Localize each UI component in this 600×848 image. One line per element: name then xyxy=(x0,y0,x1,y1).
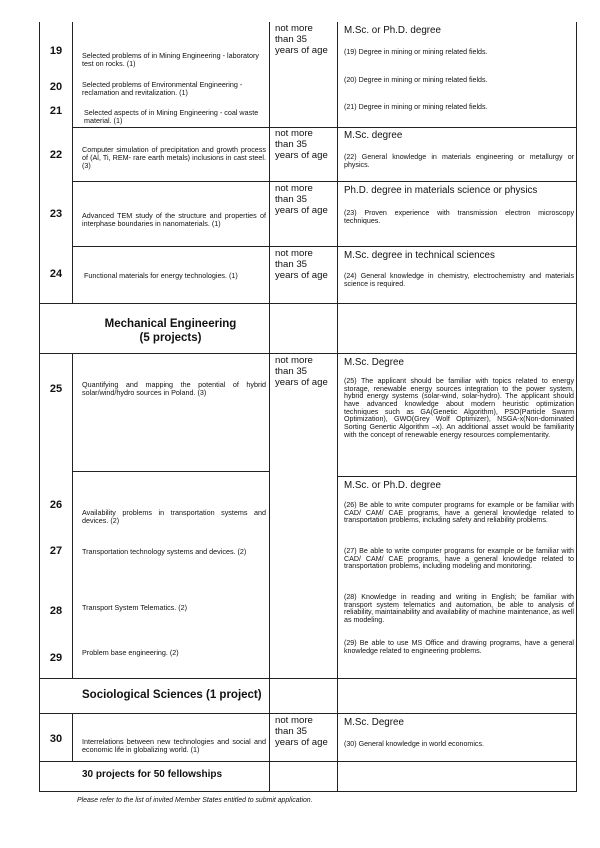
row-number: 24 xyxy=(49,268,63,280)
project-title: Availability problems in transportation systems and devices. (2) xyxy=(82,508,266,525)
qualification-description: (26) Be able to write computer programs for example or be familiar with CAD/ CAM/ CAE programs, have a general knowledge related to transportation problems, including safety and reliability problems. xyxy=(344,501,574,525)
age-limit-line: not more xyxy=(275,183,313,194)
age-limit-line: years of age xyxy=(275,45,328,56)
row-border xyxy=(72,127,577,128)
section-heading: (5 projects) xyxy=(139,332,202,344)
required-degree: M.Sc. Degree xyxy=(344,717,404,728)
section-heading: Mechanical Engineering xyxy=(104,318,237,330)
row-border xyxy=(39,678,577,679)
qualification-description: (24) General knowledge in chemistry, electrochemistry and materials science is required. xyxy=(344,272,574,288)
row-border xyxy=(72,246,577,247)
age-limit-line: than 35 xyxy=(275,259,308,270)
qualification-description: (22) General knowledge in materials engineering or metallurgy or physics. xyxy=(344,153,574,169)
row-border xyxy=(39,353,577,354)
qualification-description: (29) Be able to use MS Office and drawing programs, have a general knowledge related to engineering problems. xyxy=(344,639,574,655)
project-title: Computer simulation of precipitation and growth process of (Al, Ti, REM- rare earth metals) inclusions in cast steel. (3) xyxy=(82,145,266,170)
required-degree: M.Sc. or Ph.D. degree xyxy=(344,480,441,491)
age-limit-line: years of age xyxy=(275,377,328,388)
total-projects: 30 projects for 50 fellowships xyxy=(82,769,223,780)
row-number: 25 xyxy=(49,383,63,395)
column-divider-number xyxy=(72,713,73,761)
row-number: 26 xyxy=(49,499,63,511)
row-number: 21 xyxy=(49,105,63,117)
project-title: Transport System Telematics. (2) xyxy=(82,603,188,612)
row-border xyxy=(39,303,577,304)
age-limit-line: not more xyxy=(275,248,313,259)
qualification-description: (19) Degree in mining or mining related fields. xyxy=(344,48,488,56)
age-limit-line: not more xyxy=(275,128,313,139)
project-title: Selected aspects of in Mining Engineering - coal waste material. (1) xyxy=(84,108,259,125)
project-title: Interrelations between new technologies and social and economic life in globalizing world. (1) xyxy=(82,737,266,754)
required-degree: M.Sc. degree in technical sciences xyxy=(344,250,495,261)
qualification-description: (21) Degree in mining or mining related fields. xyxy=(344,103,488,111)
section-heading: Sociological Sciences (1 project) xyxy=(82,689,262,701)
row-border xyxy=(337,476,577,477)
age-limit-line: than 35 xyxy=(275,366,308,377)
project-title: Transportation technology systems and devices. (2) xyxy=(82,547,247,556)
project-title: Selected problems of in Mining Engineering - laboratory test on rocks. (1) xyxy=(82,51,259,68)
age-limit-line: than 35 xyxy=(275,139,308,150)
row-border xyxy=(39,713,577,714)
age-limit-line: years of age xyxy=(275,737,328,748)
project-title: Quantifying and mapping the potential of hybrid solar/wind/hydro sources in Poland. (3) xyxy=(82,380,266,397)
project-title: Functional materials for energy technologies. (1) xyxy=(84,271,238,280)
qualification-description: (25) The applicant should be familiar with topics related to energy storage, renewable energy sources integration to the power system, hybrid energy systems (solar-wind, solar-hydro). The applicant should have advanced knowledge about modern heuristic optimization techniques such as GA(Genetic Algorithm), PSO(Particle Swarm Optimization), GWO(Grey Wolf Optimizer), NSGA-x(Non-dominated Sorting Genertic Algorithm –x). An additional asset would be familiarity with the concept of renewable energy resources complementarity. xyxy=(344,377,574,439)
age-limit-line: not more xyxy=(275,355,313,366)
column-divider-number xyxy=(72,22,73,303)
qualification-description: (27) Be able to write computer programs for example or be familiar with CAD/ CAM/ CAE programs, have a general knowledge related to transportation problems, including modeling and monitoring. xyxy=(344,547,574,571)
qualification-description: (30) General knowledge in world economics. xyxy=(344,740,484,748)
row-number: 22 xyxy=(49,149,63,161)
required-degree: M.Sc. or Ph.D. degree xyxy=(344,25,441,36)
age-limit-line: not more xyxy=(275,23,313,34)
required-degree: M.Sc. degree xyxy=(344,130,403,141)
age-limit-line: years of age xyxy=(275,270,328,281)
age-limit-line: than 35 xyxy=(275,726,308,737)
row-border xyxy=(72,181,577,182)
row-number: 27 xyxy=(49,545,63,557)
table-border-bottom xyxy=(39,791,577,792)
qualification-description: (28) Knowledge in reading and writing in English; be familiar with transport system telematics and automation, be able to analysis of reliability, maintainability and availability of machine maintenance, as well as modeling. xyxy=(344,593,574,624)
table-border-left xyxy=(39,22,40,791)
row-border xyxy=(39,761,577,762)
qualification-description: (20) Degree in mining or mining related fields. xyxy=(344,76,488,84)
age-limit-line: years of age xyxy=(275,150,328,161)
row-number: 23 xyxy=(49,208,63,220)
row-number: 28 xyxy=(49,605,63,617)
row-number: 20 xyxy=(49,81,63,93)
project-title: Selected problems of Environmental Engineering - reclamation and revitalization. (1) xyxy=(82,80,243,97)
project-title: Advanced TEM study of the structure and properties of interphase boundaries in nanomaterials. (1) xyxy=(82,211,266,228)
age-limit-line: years of age xyxy=(275,205,328,216)
age-limit-line: than 35 xyxy=(275,194,308,205)
table-border-right xyxy=(576,22,577,791)
row-number: 19 xyxy=(49,45,63,57)
column-divider-qualification xyxy=(337,22,338,791)
column-divider-number xyxy=(72,353,73,678)
age-limit-line: than 35 xyxy=(275,34,308,45)
age-limit-line: not more xyxy=(275,715,313,726)
row-number: 30 xyxy=(49,733,63,745)
project-title: Problem base engineering. (2) xyxy=(82,648,179,657)
column-divider-age xyxy=(269,22,270,791)
footnote: Please refer to the list of invited Member States entitled to submit application. xyxy=(77,797,313,804)
required-degree: Ph.D. degree in materials science or physics xyxy=(344,185,538,196)
required-degree: M.Sc. Degree xyxy=(344,357,404,368)
row-border xyxy=(72,471,269,472)
row-number: 29 xyxy=(49,652,63,664)
qualification-description: (23) Proven experience with transmission electron microscopy techniques. xyxy=(344,209,574,225)
